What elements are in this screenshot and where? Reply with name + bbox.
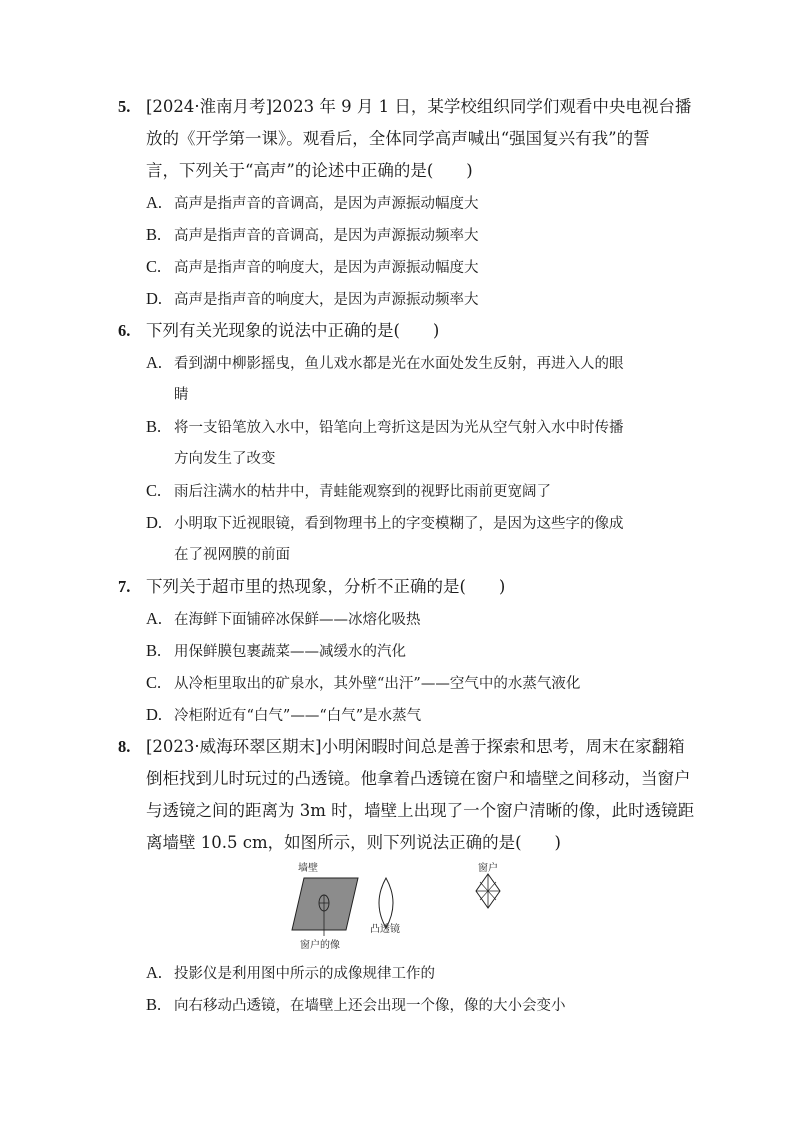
question-5-stem-line-3: 言，下列关于“高声”的论述中正确的是( ) [146,161,473,180]
question-7-option-d: D. 冷柜附近有“白气”——“白气”是水蒸气 [146,705,422,724]
question-6-stem: 下列有关光现象的说法中正确的是( ) [146,321,440,340]
question-6-option-b-continued: 方向发生了改变 [174,451,276,467]
question-8-stem-line-4: 离墙壁 10.5 cm，如图所示，则下列说法正确的是( ) [146,833,561,852]
question-5-stem-line-2: 放的《开学第一课》。观看后，全体同学高声喊出“强国复兴有我”的誓 [146,129,650,148]
window-label: 窗户 [478,863,498,874]
question-5-option-c: C. 高声是指声音的响度大，是因为声源振动幅度大 [146,257,479,276]
question-8-stem-line-1: [2023·威海环翠区期末]小明闲暇时间总是善于探索和思考，周末在家翻箱 [146,737,685,756]
question-6-number: 6. [118,321,131,340]
question-7-option-c: C. 从冷柜里取出的矿泉水，其外壁“出汗”——空气中的水蒸气液化 [146,673,581,692]
window-object-icon [476,874,500,908]
question-8-option-b: B. 向右移动凸透镜，在墙壁上还会出现一个像，像的大小会变小 [146,995,566,1014]
question-8-stem-line-3: 与透镜之间的距离为 3m 时，墙壁上出现了一个窗户清晰的像，此时透镜距 [146,801,695,820]
question-8-option-a: A. 投影仪是利用图中所示的成像规律工作的 [146,963,435,982]
question-5-option-b: B. 高声是指声音的音调高，是因为声源振动频率大 [146,225,479,244]
window-image-label: 窗户的像 [300,940,340,951]
wall-shape [292,878,358,930]
question-6-option-a-continued: 睛 [174,387,189,403]
question-5-number: 5. [118,97,131,116]
question-7-option-b: B. 用保鲜膜包裹蔬菜——减缓水的汽化 [146,641,406,660]
question-7-option-a: A. 在海鲜下面铺碎冰保鲜——冰熔化吸热 [146,609,421,628]
question-5-stem-line-1: [2024·淮南月考]2023 年 9 月 1 日，某学校组织同学们观看中央电视台播 [146,97,692,116]
question-6-option-c: C. 雨后注满水的枯井中，青蛙能观察到的视野比雨前更宽阔了 [146,481,551,500]
question-6-option-d-continued: 在了视网膜的前面 [174,547,290,563]
question-5-option-a: A. 高声是指声音的音调高，是因为声源振动幅度大 [146,193,479,212]
question-5-option-d: D. 高声是指声音的响度大，是因为声源振动频率大 [146,289,479,308]
lens-imaging-figure [286,860,516,952]
convex-lens-shape [379,878,393,928]
question-8-stem-line-2: 倒柜找到儿时玩过的凸透镜。他拿着凸透镜在窗户和墙壁之间移动，当窗户 [146,769,691,788]
wall-label: 墙壁 [298,863,318,874]
question-8-number: 8. [118,737,131,756]
question-7-number: 7. [118,577,131,596]
question-6-option-a: A. 看到湖中柳影摇曳，鱼儿戏水都是光在水面处发生反射，再进入人的眼 [146,353,624,372]
convex-lens-label: 凸透镜 [370,924,400,935]
question-6-option-b: B. 将一支铅笔放入水中，铅笔向上弯折这是因为光从空气射入水中时传播 [146,417,624,436]
question-6-option-d: D. 小明取下近视眼镜，看到物理书上的字变模糊了，是因为这些字的像成 [146,513,624,532]
question-7-stem: 下列关于超市里的热现象，分析不正确的是( ) [146,577,506,596]
